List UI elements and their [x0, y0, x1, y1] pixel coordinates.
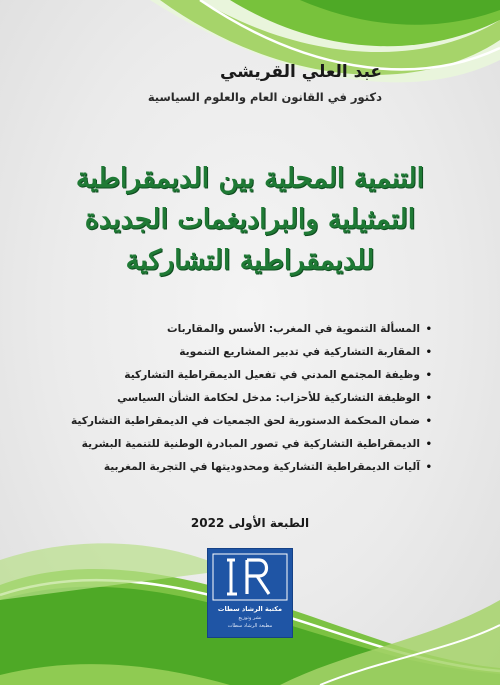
- book-title: [40, 158, 460, 281]
- topic-item: •الديمقراطية التشاركية في تصور المبادرة الوطنية للتنمية البشرية: [72, 433, 432, 456]
- author-name: عبد العلي القريشي: [219, 62, 382, 82]
- title-line-3: للديمقراطية التشاركية: [125, 245, 375, 276]
- topic-item: •المقاربة التشاركية في تدبير المشاريع التنموية: [72, 341, 432, 364]
- title-line-1: التنمية المحلية بين الديمقراطية: [75, 163, 425, 194]
- bullet-icon: •: [425, 393, 432, 404]
- bullet-icon: •: [425, 439, 432, 450]
- publisher-logo: [207, 548, 293, 638]
- edition-label: الطبعة الأولى 2022: [190, 516, 310, 530]
- topic-item: •المسألة التنموية في المغرب: الأسس والمقاربات: [72, 318, 432, 341]
- title-line-2: التمثيلية والبراديغمات الجديدة: [84, 204, 416, 235]
- bullet-icon: •: [425, 462, 432, 473]
- publisher-line2: نشر وتوزيع: [238, 615, 262, 621]
- publisher-monogram-icon: [207, 548, 293, 604]
- author-credential: دكتور في القانون العام والعلوم السياسية: [147, 90, 382, 104]
- bullet-icon: •: [425, 347, 432, 358]
- bullet-icon: •: [425, 324, 432, 335]
- bullet-icon: •: [425, 416, 432, 427]
- publisher-name: مكتبة الرشاد سطات: [217, 605, 283, 613]
- topic-item: •ضمان المحكمة الدستورية لحق الجمعيات في الديمقراطية التشاركية: [72, 410, 432, 433]
- topic-item: •الوظيفة التشاركية للأحزاب: مدخل لحكامة الشأن السياسي: [72, 387, 432, 410]
- topic-item: •آليات الديمقراطية التشاركية ومحدوديتها في التجربة المغربية: [72, 456, 432, 479]
- topic-item: •وظيفة المجتمع المدني في تفعيل الديمقراطية التشاركية: [72, 364, 432, 387]
- bullet-icon: •: [425, 370, 432, 381]
- publisher-line3: مطبعة الرشاد سطات: [227, 623, 273, 629]
- topics-list: [72, 318, 432, 479]
